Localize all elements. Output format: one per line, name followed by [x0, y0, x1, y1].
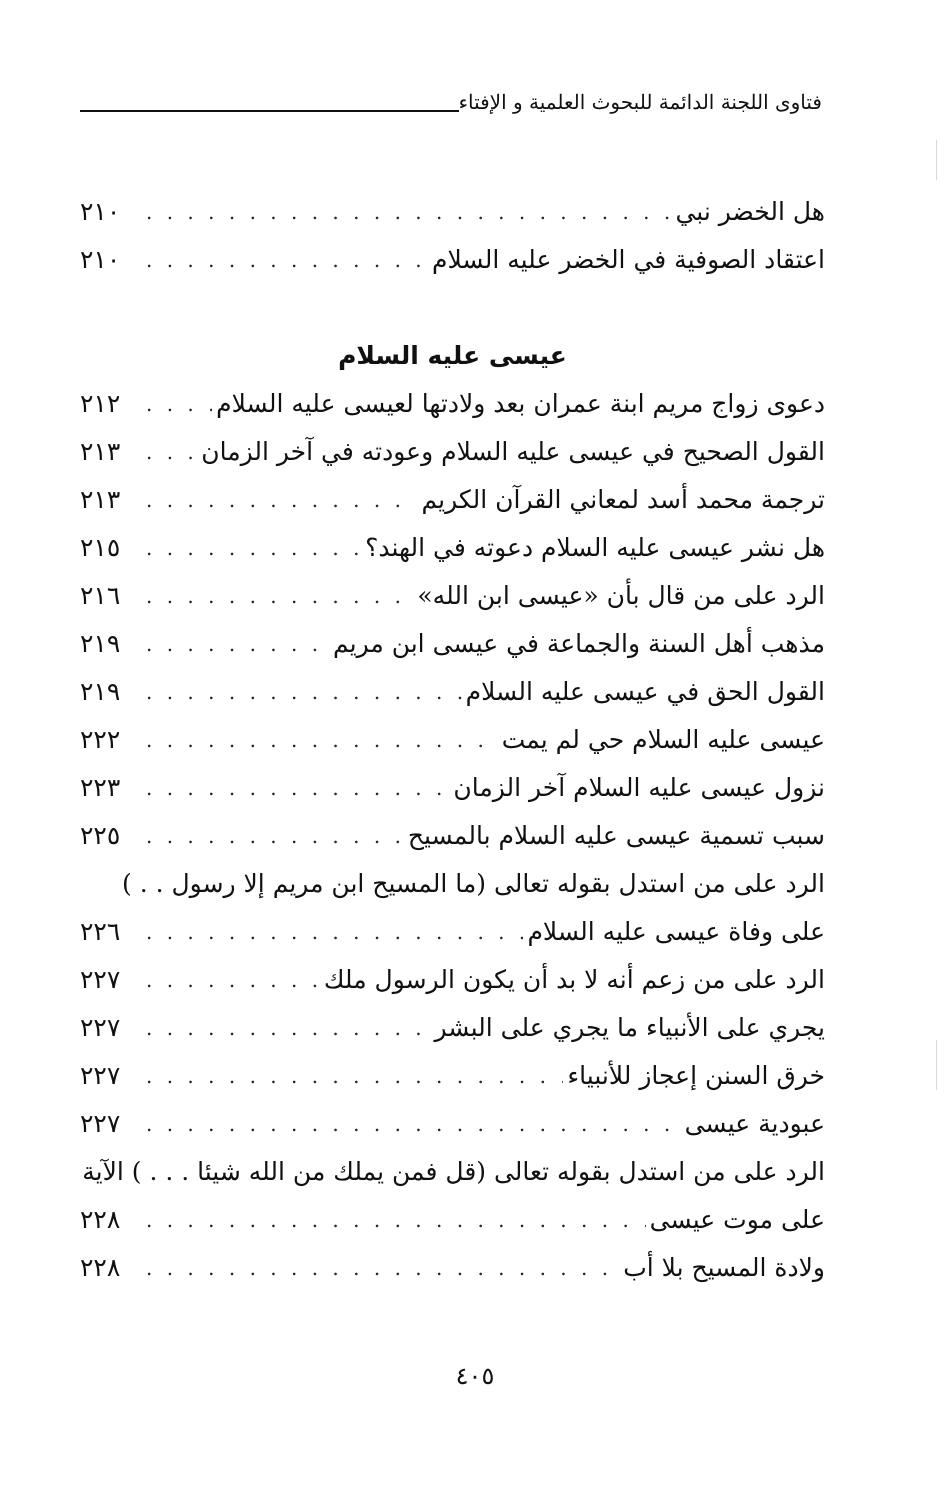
toc-entry [80, 192, 825, 232]
toc-entry-text: عيسى عليه السلام حي لم يمت [501, 725, 825, 754]
toc-entry [80, 720, 825, 760]
toc-entry [80, 384, 825, 424]
toc-page-number: ٢١٢ [80, 389, 121, 418]
dot-leader [146, 720, 498, 760]
toc-entry-text: الرد على من استدل بقوله تعالى (ما المسيح ابن مريم إلا رسول . . ) [122, 869, 825, 898]
toc-page-number: ٢٢٧ [80, 965, 121, 994]
toc-entry [80, 432, 825, 472]
toc-entry [80, 1104, 825, 1144]
toc-entry-text: الرد على من زعم أنه لا بد أن يكون الرسول ملك [323, 965, 825, 994]
toc-entry [80, 768, 825, 808]
toc-entry-text: نزول عيسى عليه السلام آخر الزمان [453, 773, 825, 802]
toc-page-number: ٢٢٣ [80, 773, 121, 802]
page-number: ٤٠٥ [455, 1362, 495, 1390]
toc-entry [80, 528, 825, 568]
toc-page-number: ٢٢٧ [80, 1061, 121, 1090]
toc-entry-text: سبب تسمية عيسى عليه السلام بالمسيح [407, 821, 825, 850]
toc-entry [80, 1056, 825, 1096]
toc-page-number: ٢٢٢ [80, 725, 121, 754]
toc-entry [80, 912, 825, 952]
toc-entry-text: على وفاة عيسى عليه السلام [527, 917, 825, 946]
toc-page-number: ٢١٩ [80, 629, 121, 658]
toc-page-number: ٢١٩ [80, 677, 121, 706]
toc-page-number: ٢١٣ [80, 485, 121, 514]
dot-leader [146, 1200, 646, 1240]
book-title: فتاوى اللجنة الدائمة للبحوث العلمية و الإفتاء [458, 90, 822, 114]
dot-leader [146, 384, 212, 424]
toc-entry-text: اعتقاد الصوفية في الخضر عليه السلام [432, 245, 825, 274]
dot-leader [146, 576, 413, 616]
toc-page-number: ٢٢٧ [80, 1013, 121, 1042]
toc-entry-text: على موت عيسى [649, 1205, 825, 1234]
toc-page-number: ٢٢٨ [80, 1253, 121, 1282]
running-header [80, 82, 822, 116]
dot-leader [146, 1008, 431, 1048]
dot-leader [146, 768, 449, 808]
toc-entry-text: عبودية عيسى [684, 1109, 825, 1138]
dot-leader [146, 432, 197, 472]
toc-entry-text: خرق السنن إعجاز للأنبياء [567, 1061, 825, 1090]
toc-entry [80, 960, 825, 1000]
toc-page-number: ٢١٠ [80, 197, 121, 226]
toc-entry-text: يجري على الأنبياء ما يجري على البشر [434, 1013, 825, 1042]
dot-leader [146, 1104, 681, 1144]
toc-entry-text: القول الصحيح في عيسى عليه السلام وعودته في آخر الزمان [201, 437, 825, 466]
toc-entry [80, 624, 825, 664]
header-rule [80, 110, 459, 112]
dot-leader [146, 480, 417, 520]
dot-leader [146, 912, 523, 952]
dot-leader [146, 240, 428, 280]
toc-entry-first-line [80, 1152, 825, 1192]
toc-entry-text: ترجمة محمد أسد لمعاني القرآن الكريم [421, 485, 825, 514]
dot-leader [146, 960, 320, 1000]
toc-entry-text: ولادة المسيح بلا أب [623, 1253, 825, 1282]
toc-entry-text: الرد على من استدل بقوله تعالى (قل فمن يملك من الله شيئا . . . ) الآية [82, 1157, 825, 1186]
toc-entry-text: القول الحق في عيسى عليه السلام [465, 677, 825, 706]
scan-edge-mark [936, 1040, 937, 1090]
toc-page-number: ٢٢٥ [80, 821, 121, 850]
toc-page-number: ٢١٣ [80, 437, 121, 466]
toc-page-number: ٢٢٧ [80, 1109, 121, 1138]
dot-leader [146, 816, 404, 856]
toc-entry-text: الرد على من قال بأن «عيسى ابن الله» [417, 581, 825, 610]
dot-leader [146, 528, 361, 568]
toc-entry-text: هل نشر عيسى عليه السلام دعوته في الهند؟ [365, 533, 825, 562]
toc-entry [80, 576, 825, 616]
toc-entry [80, 480, 825, 520]
toc-entry-text: مذهب أهل السنة والجماعة في عيسى ابن مريم [332, 629, 825, 658]
section-heading: عيسى عليه السلام [338, 341, 567, 370]
toc-page-number: ٢١٦ [80, 581, 121, 610]
dot-leader [146, 672, 462, 712]
toc-entry-text: دعوى زواج مريم ابنة عمران بعد ولادتها لعيسى عليه السلام [216, 389, 825, 418]
dot-leader [146, 1248, 619, 1288]
toc-entry [80, 1248, 825, 1288]
toc-page-number: ٢١٥ [80, 533, 121, 562]
toc-entry-text: هل الخضر نبي [675, 197, 825, 226]
toc-entry [80, 816, 825, 856]
toc-page-number: ٢٢٦ [80, 917, 121, 946]
toc-entry [80, 672, 825, 712]
toc-entry [80, 240, 825, 280]
toc-page-number: ٢١٠ [80, 245, 121, 274]
toc-entry-first-line [80, 864, 825, 904]
dot-leader [146, 192, 671, 232]
toc-entry [80, 1200, 825, 1240]
toc-entry [80, 1008, 825, 1048]
dot-leader [146, 1056, 563, 1096]
dot-leader [146, 624, 329, 664]
toc-page-number: ٢٢٨ [80, 1205, 121, 1234]
scan-edge-mark [936, 140, 937, 180]
